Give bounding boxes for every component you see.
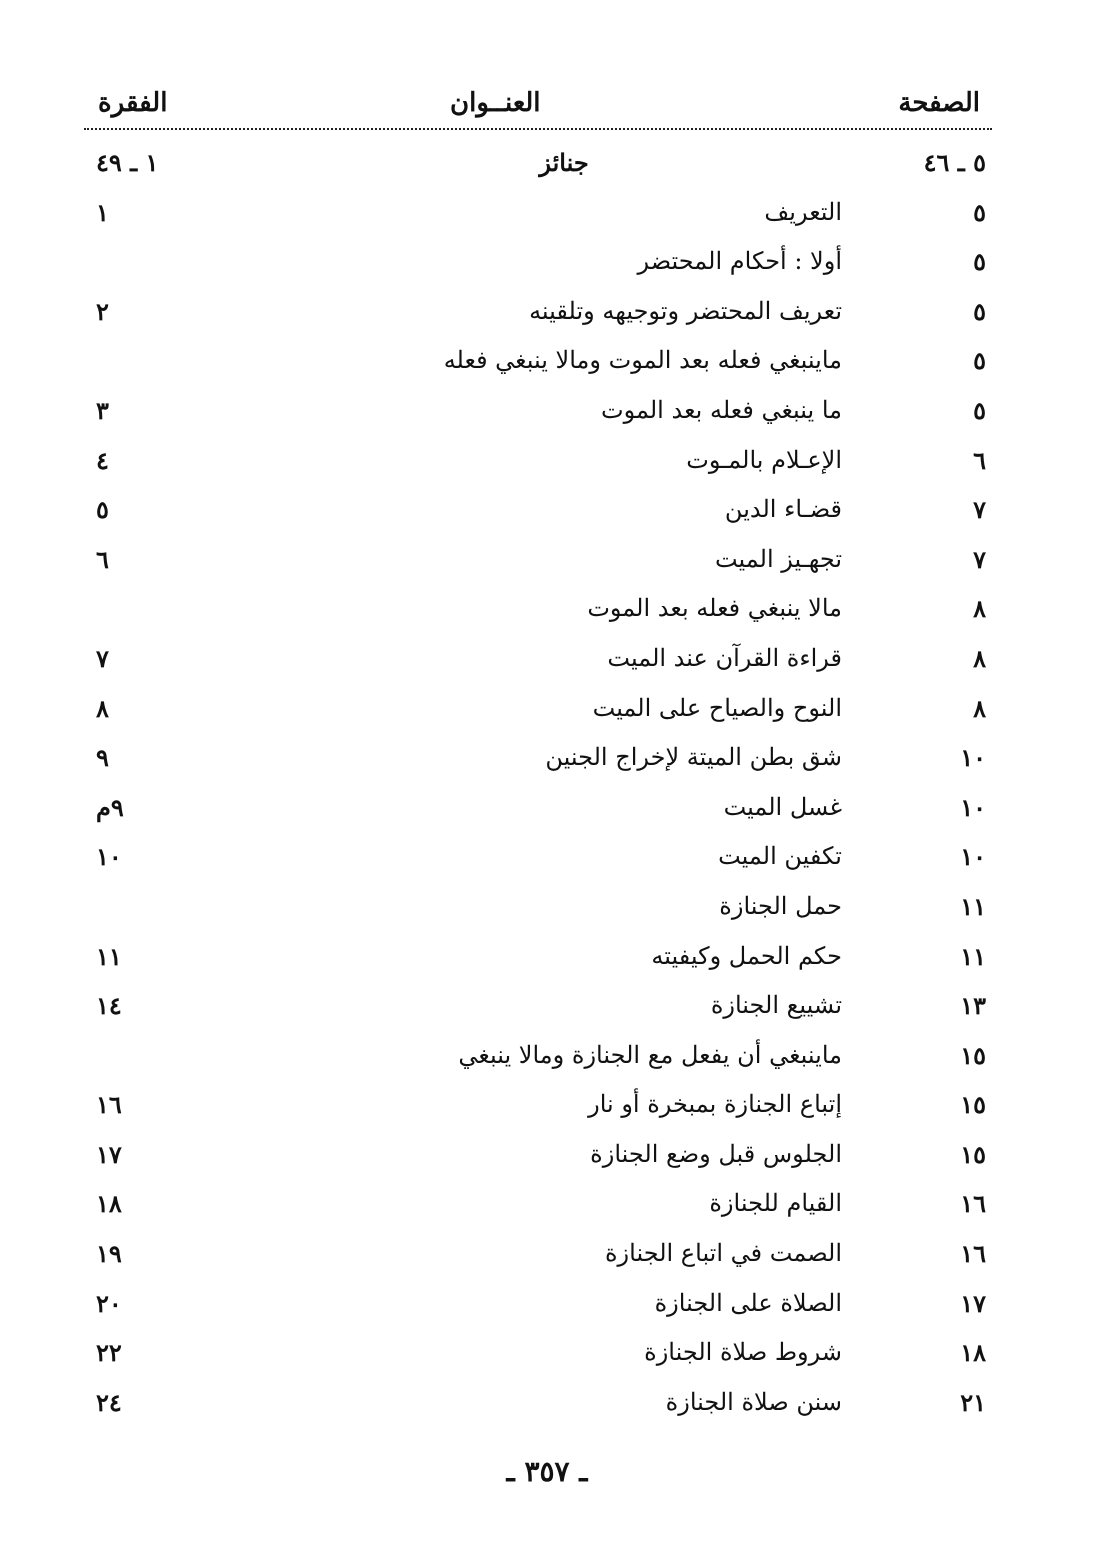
row-page-number: ١٣ xyxy=(960,991,986,1021)
row-title: إتباع الجنازة بمبخرة أو نار xyxy=(588,1090,842,1119)
index-row xyxy=(0,983,1094,1033)
index-row xyxy=(0,438,1094,488)
index-row xyxy=(0,537,1094,587)
column-header-page: الصفحة xyxy=(898,88,980,118)
row-page-number: ٧ xyxy=(973,495,986,525)
index-row xyxy=(0,239,1094,289)
row-title: جنائز xyxy=(539,148,589,177)
column-header-paragraph: الفقرة xyxy=(98,88,168,118)
row-page-number: ١١ xyxy=(960,891,986,921)
row-title: تعريف المحتضر وتوجيهه وتلقينه xyxy=(529,296,842,325)
row-paragraph-number: ٢٠ xyxy=(96,1288,122,1318)
index-row xyxy=(0,1181,1094,1231)
row-title: حمل الجنازة xyxy=(719,891,842,920)
index-row xyxy=(0,1380,1094,1430)
row-page-number: ١٥ xyxy=(960,1040,986,1070)
row-paragraph-number: ١١ xyxy=(96,941,122,971)
row-title: ما ينبغي فعله بعد الموت xyxy=(601,395,842,424)
row-title: التعريف xyxy=(764,197,842,226)
row-title: القيام للجنازة xyxy=(709,1189,842,1218)
row-paragraph-number: ٢٢ xyxy=(96,1338,122,1368)
row-paragraph-number: ٥ xyxy=(96,495,109,525)
row-title: ماينبغي فعله بعد الموت ومالا ينبغي فعله xyxy=(443,346,842,375)
index-row xyxy=(0,884,1094,934)
row-paragraph-number: ٨ xyxy=(96,693,109,723)
index-row xyxy=(0,1231,1094,1281)
row-title: حكم الحمل وكيفيته xyxy=(651,941,842,970)
row-page-number: ١٥ xyxy=(960,1139,986,1169)
row-title: سنن صلاة الجنازة xyxy=(665,1387,842,1416)
row-title: ماينبغي أن يفعل مع الجنازة ومالا ينبغي xyxy=(458,1040,842,1069)
index-row xyxy=(0,140,1094,190)
row-title: الإعـلام بالمـوت xyxy=(686,445,842,474)
index-row xyxy=(0,338,1094,388)
index-row xyxy=(0,785,1094,835)
row-title: تجهـيز الميت xyxy=(714,544,842,573)
index-row xyxy=(0,487,1094,537)
index-row xyxy=(0,190,1094,240)
row-title: قضـاء الدين xyxy=(724,495,842,524)
row-title: الصلاة على الجنازة xyxy=(654,1288,842,1317)
row-paragraph-number: ١ ـ ٤٩ xyxy=(96,148,159,177)
row-page-number: ١٧ xyxy=(960,1288,986,1318)
row-paragraph-number: ١٧ xyxy=(96,1139,122,1169)
row-page-number: ١٠ xyxy=(960,792,986,822)
row-paragraph-number: ٩ xyxy=(96,743,109,773)
row-paragraph-number: ٤ xyxy=(96,445,109,475)
row-page-number: ٥ xyxy=(973,296,986,326)
index-row xyxy=(0,1033,1094,1083)
row-page-number: ٦ xyxy=(973,445,986,475)
index-row xyxy=(0,388,1094,438)
index-row xyxy=(0,289,1094,339)
row-page-number: ١١ xyxy=(960,941,986,971)
row-page-number: ٥ xyxy=(973,395,986,425)
header-divider xyxy=(84,128,992,130)
row-page-number: ٥ xyxy=(973,346,986,376)
row-paragraph-number: ١٠ xyxy=(96,842,122,872)
row-paragraph-number: ٢ xyxy=(96,296,109,326)
table-header xyxy=(80,82,992,128)
row-title: شروط صلاة الجنازة xyxy=(644,1338,842,1367)
index-row xyxy=(0,636,1094,686)
row-title: شق بطن الميتة لإخراج الجنين xyxy=(545,743,842,772)
row-title: مالا ينبغي فعله بعد الموت xyxy=(587,594,842,623)
index-row xyxy=(0,1330,1094,1380)
row-page-number: ٢١ xyxy=(960,1387,986,1417)
row-paragraph-number: ٩م xyxy=(96,792,124,822)
row-page-number: ٥ xyxy=(973,197,986,227)
index-list xyxy=(0,140,1094,1429)
row-page-number: ٨ xyxy=(973,643,986,673)
index-row xyxy=(0,586,1094,636)
row-page-number: ٥ xyxy=(973,247,986,277)
row-page-number: ٥ ـ ٤٦ xyxy=(923,148,986,177)
index-row xyxy=(0,1132,1094,1182)
index-row xyxy=(0,934,1094,984)
row-paragraph-number: ١٦ xyxy=(96,1090,122,1120)
row-paragraph-number: ١٨ xyxy=(96,1189,122,1219)
row-paragraph-number: ١٩ xyxy=(96,1239,122,1269)
index-row xyxy=(0,735,1094,785)
index-row xyxy=(0,686,1094,736)
row-page-number: ١٠ xyxy=(960,842,986,872)
row-title: قراءة القرآن عند الميت xyxy=(607,643,842,672)
row-title: النوح والصياح على الميت xyxy=(592,693,842,722)
row-paragraph-number: ٧ xyxy=(96,643,109,673)
row-paragraph-number: ٣ xyxy=(96,395,109,425)
row-page-number: ١٠ xyxy=(960,743,986,773)
page-number: ـ ٣٥٧ ـ xyxy=(506,1455,588,1488)
row-page-number: ٨ xyxy=(973,693,986,723)
row-paragraph-number: ٦ xyxy=(96,544,109,574)
row-page-number: ٧ xyxy=(973,544,986,574)
row-page-number: ١٦ xyxy=(960,1189,986,1219)
row-paragraph-number: ١٤ xyxy=(96,991,122,1021)
index-row xyxy=(0,1281,1094,1331)
row-title: تشييع الجنازة xyxy=(710,991,842,1020)
row-page-number: ١٥ xyxy=(960,1090,986,1120)
row-title: الجلوس قبل وضع الجنازة xyxy=(590,1139,842,1168)
row-page-number: ٨ xyxy=(973,594,986,624)
row-paragraph-number: ٢٤ xyxy=(96,1387,122,1417)
row-title: أولا : أحكام المحتضر xyxy=(637,247,842,276)
index-row xyxy=(0,834,1094,884)
row-paragraph-number: ١ xyxy=(96,197,109,227)
row-title: تكفين الميت xyxy=(718,842,842,871)
row-page-number: ١٦ xyxy=(960,1239,986,1269)
row-title: غسل الميت xyxy=(723,792,842,821)
column-header-title: العنــوان xyxy=(450,88,541,118)
index-row xyxy=(0,1082,1094,1132)
row-page-number: ١٨ xyxy=(960,1338,986,1368)
row-title: الصمت في اتباع الجنازة xyxy=(604,1239,842,1268)
